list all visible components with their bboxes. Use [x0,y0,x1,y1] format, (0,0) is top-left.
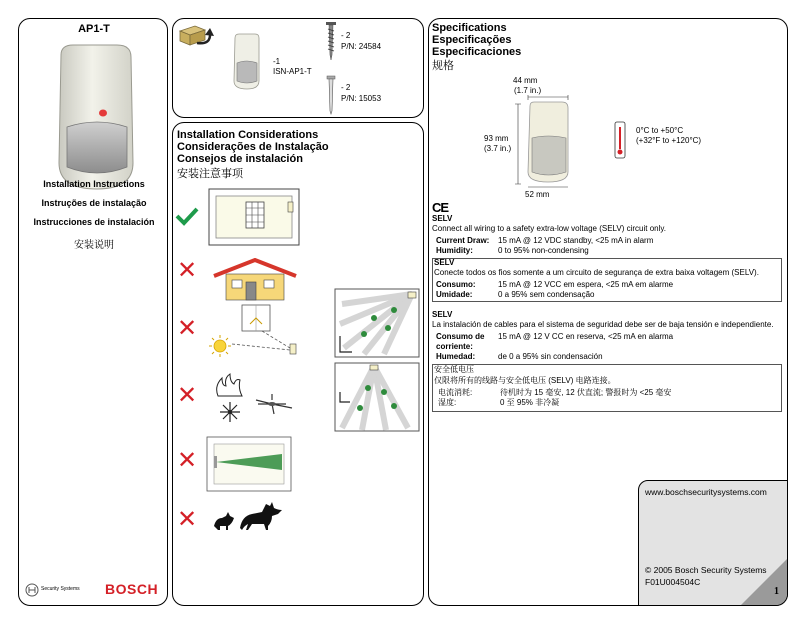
screw-qty: - 2 [341,31,351,40]
page-number: 1 [774,586,779,597]
coverage-pattern-top [334,288,420,358]
install-es: Instrucciones de instalación [33,217,155,227]
not-allowed-icon: ✕ [177,256,198,284]
coverage-pattern-bottom [334,362,420,432]
not-allowed-icon: ✕ [177,314,198,342]
pets-illustration [212,496,284,532]
document-number: F01U004504C [645,577,701,587]
not-allowed-icon: ✕ [177,381,198,409]
specs-title-en: Specifications [432,22,507,34]
obstructed-beam-illustration [206,436,292,492]
product-title: AP1-T [78,23,110,35]
sunlight-window-illustration [206,304,302,362]
install-title-en: Installation Considerations [177,129,319,141]
install-pt: Instruções de instalação [41,198,147,208]
dim-depth: 52 mm [525,190,550,199]
install-title-es: Consejos de instalación [177,153,303,165]
screw-icon [325,21,337,61]
page-corner [741,559,787,605]
umidade-label: Umidade: [436,289,473,299]
heat-source-illustration [212,372,302,424]
humedad-value: de 0 a 95% sin condensación [498,352,603,361]
not-allowed-icon: ✕ [177,505,198,533]
check-icon [175,206,199,226]
detector-qty: -1 [273,57,281,66]
screw-part-number: P/N: 24584 [341,42,382,51]
dim-height: 93 mm [484,134,509,143]
selv-pt-text: Conecte todos os fios somente a um circuito de segurança de extra baixa voltagem (SELV). [434,268,759,277]
unbox-icon [177,23,217,55]
dim-width-in: (1.7 in.) [514,86,542,95]
anchor-qty: - 2 [341,83,351,92]
thermometer-icon [614,121,626,159]
outdoor-house-illustration [210,258,300,302]
selv-pt-label: SELV [434,258,455,267]
wall-corner-illustration [208,188,300,246]
spec-es-rows [436,332,776,362]
website: www.boschsecuritysystems.com [645,487,767,497]
security-systems-label: Security Systems [41,586,80,592]
selv-en-label: SELV [432,214,453,223]
install-title-zh: 安装注意事项 [177,168,243,180]
umidade-value: 0 a 95% sem condensação [498,289,595,299]
install-zh: 安装说明 [74,240,114,251]
humidity-value: 0 to 95% non-condensing [498,245,589,255]
bosch-logo: BOSCH [105,581,159,597]
install-title-pt: Considerações de Instalação [177,141,329,153]
dim-width: 44 mm [513,76,538,85]
detector-image [47,43,143,193]
ce-mark: CE [432,200,449,215]
selv-zh-label: 安全低电压 [434,365,474,374]
consumo-value: 15 mA @ 12 VCC em espera, <25 mA em alarme [498,280,674,289]
shidu-label: 湿度: [438,397,457,407]
consumo-corriente-label: Consumo de corriente: [436,332,485,351]
dimension-drawing [512,94,578,190]
install-en: Installation Instructions [43,179,145,189]
specs-title-zh: 规格 [432,60,454,72]
spec-pt-rows [436,280,776,299]
not-allowed-icon: ✕ [177,446,198,474]
bosch-armature-icon [25,583,39,597]
specs-title-es: Especificaciones [432,46,522,58]
current-draw-label: Current Draw: [436,236,490,245]
anchor-icon [326,75,336,115]
humedad-label: Humedad: [436,352,476,361]
temp-celsius: 0°C to +50°C [636,126,684,135]
dianliu-label: 电流消耗: [438,388,473,397]
specs-title-pt: Especificações [432,34,512,46]
footer-box [638,480,788,606]
selv-es-label: SELV [432,310,453,319]
anchor-part-number: P/N: 15053 [341,94,382,103]
consumo-label: Consumo: [436,280,476,289]
current-draw-value: 15 mA @ 12 VDC standby, <25 mA in alarm [498,236,654,245]
dim-height-in: (3.7 in.) [484,144,512,153]
cover-panel [18,18,168,606]
selv-es-text: La instalación de cables para el sistema de seguridad debe ser de baja tensión e independiente. [432,320,774,329]
parts-panel [172,18,424,118]
spec-zh-rows [438,388,778,407]
selv-en-text: Connect all wiring to a safety extra-low voltage (SELV) circuit only. [432,224,667,233]
spec-en-rows [436,236,776,255]
temp-fahrenheit: (+32°F to +120°C) [636,136,702,145]
dianliu-value: 待机时为 15 毫安, 12 伏直流; 警报时为 <25 毫安 [500,388,672,397]
humidity-label: Humidity: [436,245,473,255]
shidu-value: 0 至 95% 非冷凝 [500,397,560,407]
detector-model: ISN-AP1-T [273,67,312,76]
copyright: © 2005 Bosch Security Systems [645,565,767,575]
consumo-corriente-value: 15 mA @ 12 V CC en reserva, <25 mA en alarma [498,332,674,341]
detector-thumbnail [231,33,261,91]
selv-zh-text: 仅限将所有的线路与安全低电压 (SELV) 电路连接。 [434,376,616,385]
